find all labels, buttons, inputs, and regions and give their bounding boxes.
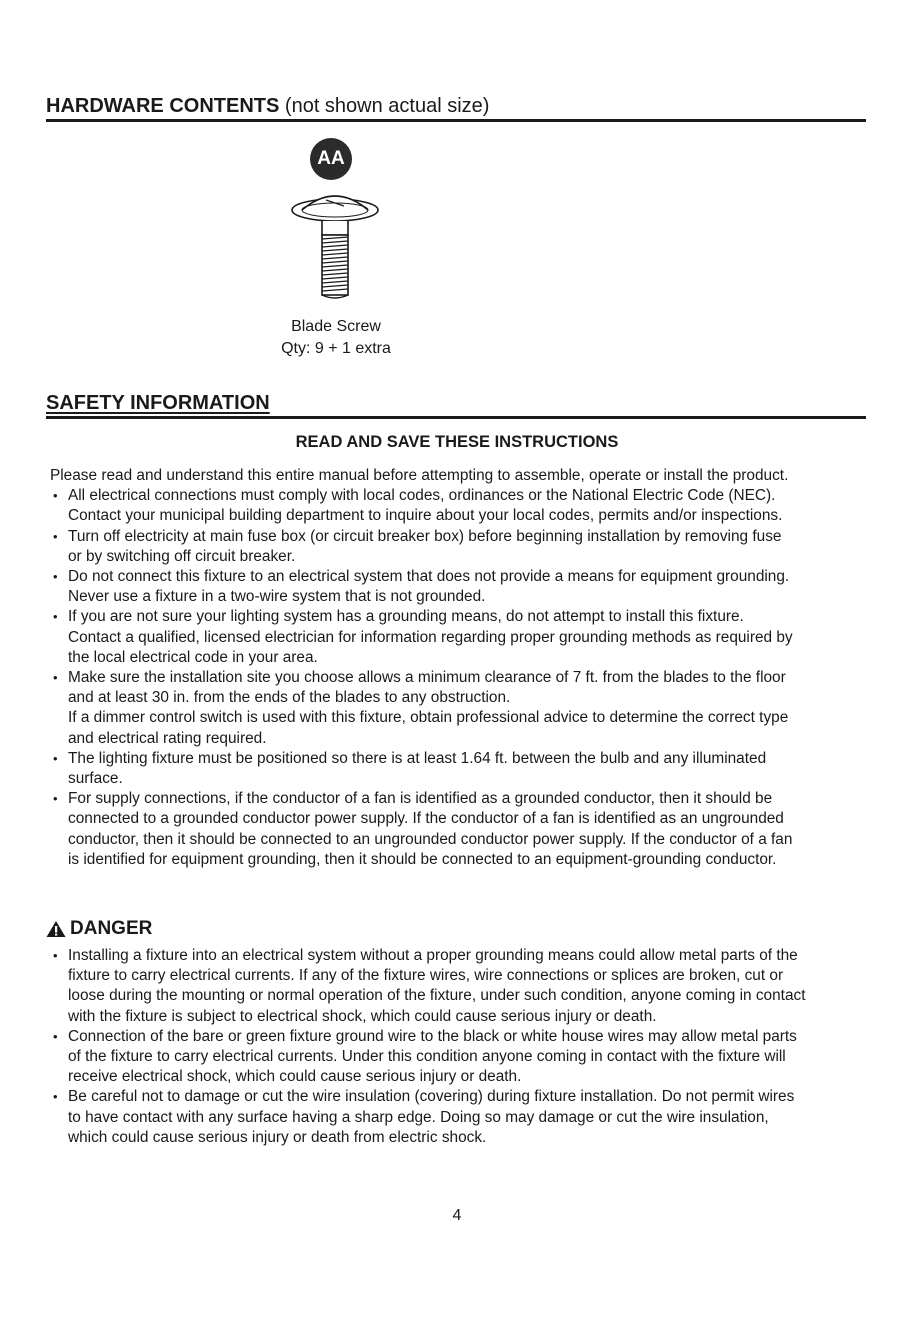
danger-heading — [46, 918, 152, 940]
safety-body — [50, 466, 880, 870]
danger-list — [50, 946, 880, 1148]
list-item: • For supply connections, if the conductor of a fan is identified as a grounded conductor, then it should be connected to a grounded conductor power supply. If the conductor of a fan is identified as an ungrounded conductor, then it should be connected to an ungrounded conductor power supply. If the conductor of a fan is identified for equipment grounding, then it should be connected to an equipment-grounding conductor. — [50, 789, 880, 870]
list-item: • All electrical connections must comply with local codes, ordinances or the National Electric Code (NEC). Contact your municipal building department to inquire about your local codes, permits and/or inspections. — [50, 486, 880, 526]
danger-title: DANGER — [70, 918, 153, 939]
list-item: • Do not connect this fixture to an electrical system that does not provide a means for equipment grounding. Never use a fixture in a two-wire system that is not grounded. — [50, 567, 880, 607]
safety-title — [46, 392, 866, 414]
read-save-heading: READ AND SAVE THESE INSTRUCTIONS — [295, 433, 619, 451]
hardware-title-text: HARDWARE CONTENTS — [46, 95, 280, 117]
page-number: 4 — [452, 1207, 462, 1224]
hardware-header — [46, 95, 866, 122]
list-item: • Installing a fixture into an electrical system without a proper grounding means could allow metal parts of the fixture to carry electrical currents. If any of the fixture wires, wire connections or splices are broken, cut or loose during the mounting or normal operation of the fixture, under such condition, anyone coming in contact with the fixture is subject to electrical shock, which could cause serious injury or death. — [50, 946, 880, 1027]
danger-body — [50, 946, 880, 1148]
safety-intro: Please read and understand this entire manual before attempting to assemble, operate or install the product. — [50, 467, 789, 484]
warning-triangle-icon — [46, 920, 66, 938]
header-rule — [46, 119, 866, 122]
safety-list — [50, 486, 880, 870]
list-item: • Turn off electricity at main fuse box (or circuit breaker box) before beginning installation by removing fuse or by switching off circuit breaker. — [50, 527, 880, 567]
part-name: Blade Screw — [291, 318, 381, 335]
list-item: • The lighting fixture must be positioned so there is at least 1.64 ft. between the bulb and any illuminated surface. — [50, 749, 880, 789]
screw-icon — [288, 188, 382, 302]
safety-title-text: SAFETY INFORMATION — [46, 392, 270, 414]
hardware-title — [46, 95, 866, 117]
part-quantity: Qty: 9 + 1 extra — [281, 340, 391, 357]
hardware-subtitle: (not shown actual size) — [284, 95, 490, 117]
header-rule — [46, 416, 866, 419]
list-item: • Make sure the installation site you choose allows a minimum clearance of 7 ft. from the blades to the floor and at least 30 in. from the ends of the blades to any obstruction. If a dimmer control switch is used with this fixture, obtain professional advice to determine the correct type and electrical rating required. — [50, 668, 880, 749]
list-item: • Connection of the bare or green fixture ground wire to the black or white house wires may allow metal parts of the fixture to carry electrical currents. Under this condition anyone coming in contact with the fixture will receive electrical shock, which could cause serious injury or death. — [50, 1027, 880, 1088]
part-badge: AA — [310, 138, 352, 180]
list-item: • Be careful not to damage or cut the wire insulation (covering) during fixture installation. Do not permit wires to have contact with any surface having a sharp edge. Doing so may damage or cut the wire insulation, which could cause serious injury or death from electric shock. — [50, 1087, 880, 1148]
safety-header — [46, 392, 866, 419]
list-item: • If you are not sure your lighting system has a grounding means, do not attempt to install this fixture. Contact a qualified, licensed electrician for information regarding proper grounding methods as required by the local electrical code in your area. — [50, 607, 880, 668]
